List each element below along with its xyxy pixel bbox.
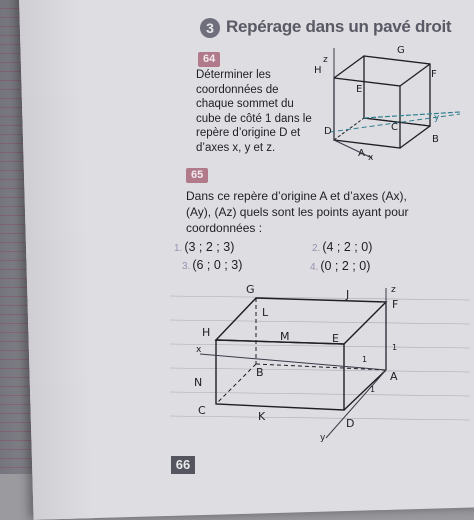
box-label-D: D — [346, 417, 355, 430]
question-3 — [182, 258, 242, 272]
cube-axis-x: x — [368, 153, 374, 163]
box-label-C: C — [198, 404, 206, 417]
cube-figure — [310, 40, 470, 165]
box-label-N: N — [194, 376, 203, 389]
cube-label-G: G — [397, 45, 405, 56]
box-tick-one-z: 1 — [392, 343, 398, 352]
box-front-face — [216, 340, 344, 410]
box-label-M: M — [280, 330, 290, 343]
section-title — [200, 17, 451, 37]
cube-front-face — [334, 78, 400, 148]
cube-label-E: E — [356, 84, 363, 95]
box-label-F: F — [392, 298, 399, 311]
cube-label-A: A — [358, 148, 365, 159]
cube-label-B: B — [432, 134, 439, 145]
box-label-K: K — [258, 410, 266, 423]
ex64-line: repère d’origine D et — [196, 127, 301, 139]
question-1 — [174, 240, 234, 254]
section-number-badge: 3 — [200, 18, 220, 38]
cube-label-D: D — [324, 126, 332, 137]
question-value: (0 ; 2 ; 0) — [320, 259, 371, 273]
exercise-65-text — [186, 188, 446, 236]
box-label-A: A — [390, 370, 398, 383]
ex65-line: Dans ce repère d’origine A et d’axes (Ax), — [186, 189, 407, 203]
question-value: (4 ; 2 ; 0) — [322, 240, 373, 254]
question-number: 4. — [310, 262, 319, 273]
cube-label-F: F — [431, 69, 437, 80]
box-label-G: G — [246, 283, 255, 296]
ex64-line: coordonnées de — [196, 83, 279, 96]
ex64-line: chaque sommet du — [196, 98, 294, 110]
question-number: 2. — [312, 243, 321, 254]
cube-back-face — [364, 56, 430, 126]
box-figure — [170, 280, 474, 450]
cube-label-C: C — [391, 122, 398, 133]
ex64-line: cube de côté 1 dans le — [196, 112, 312, 125]
box-axis-y: y — [320, 433, 326, 443]
box-tick-one-x: 1 — [362, 355, 368, 364]
box-tick-one-y: 1 — [370, 385, 376, 394]
box-label-H: H — [202, 326, 211, 339]
exercise-65-badge: 65 — [186, 168, 208, 183]
ex65-line: coordonnées : — [186, 221, 263, 235]
question-value: (6 ; 0 ; 3) — [192, 258, 243, 272]
ex64-line: d’axes x, y et z. — [196, 141, 276, 154]
question-2 — [312, 240, 372, 254]
box-label-B: B — [256, 366, 264, 379]
question-number: 1. — [174, 243, 183, 254]
section-title-text: Repérage dans un pavé droit — [226, 17, 452, 36]
ex64-line: Déterminer les — [196, 69, 271, 81]
cube-axis-z: z — [323, 55, 328, 65]
box-label-E: E — [332, 332, 339, 345]
question-value: (3 ; 2 ; 3) — [184, 240, 235, 254]
ex65-line: (Ay), (Az) quels sont les points ayant pour — [186, 205, 409, 219]
box-axis-z: z — [391, 285, 396, 295]
cube-axis-y: y — [434, 113, 440, 123]
cube-label-H: H — [314, 65, 322, 76]
box-axis-x: x — [196, 345, 202, 355]
exercise-64-badge: 64 — [198, 52, 220, 67]
exercise-64-text — [196, 68, 326, 155]
page-number: 66 — [171, 456, 195, 474]
box-label-L: L — [262, 306, 269, 319]
question-number: 3. — [182, 261, 191, 272]
box-label-J: J — [346, 288, 350, 301]
question-4 — [310, 259, 370, 273]
